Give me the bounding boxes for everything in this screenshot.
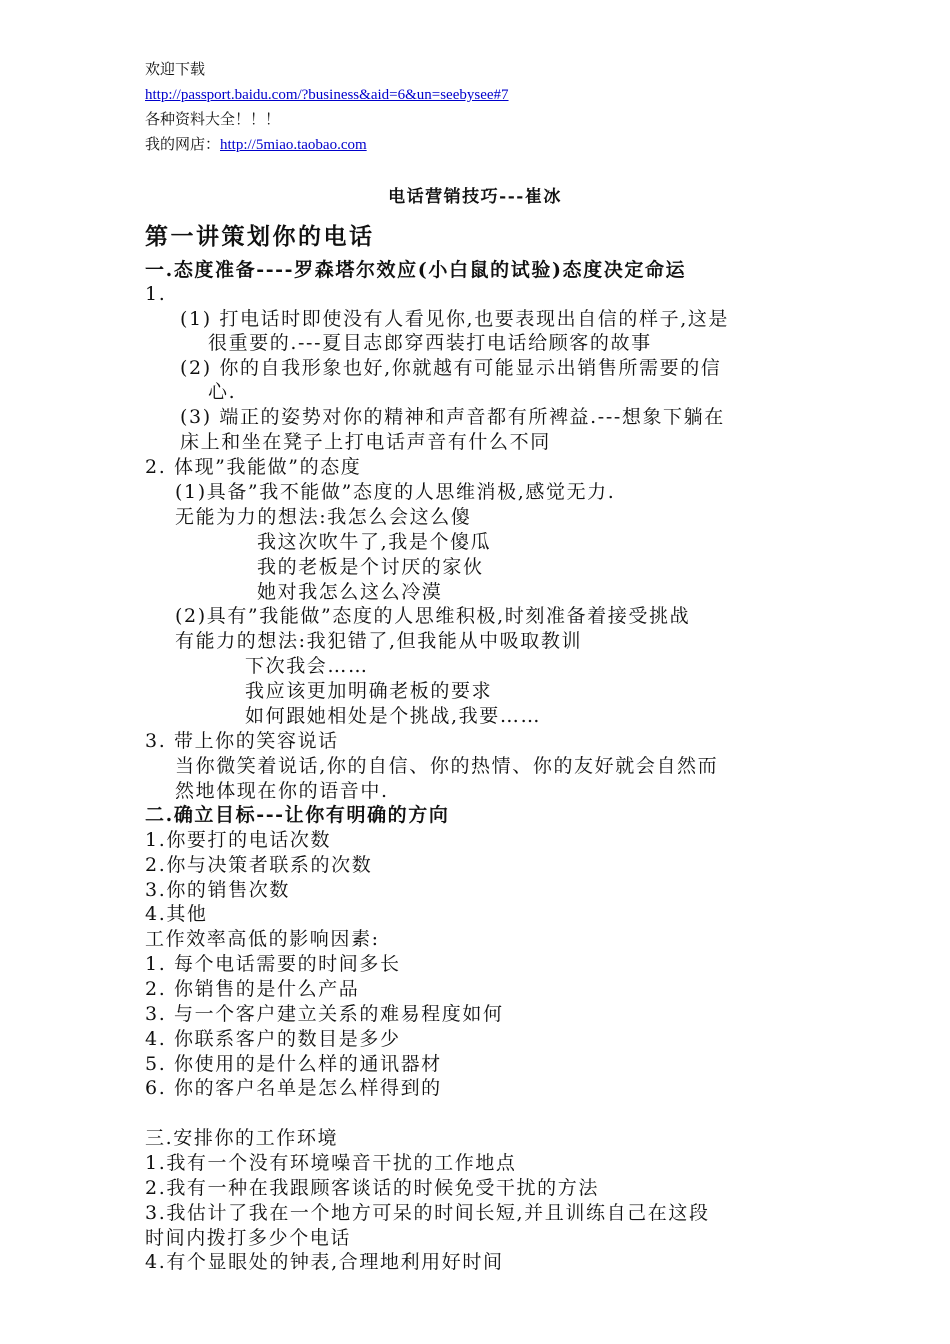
environment-1: 1.我有一个没有环境噪音干扰的工作地点 [145, 1152, 517, 1174]
environment-3-line1: 3.我估计了我在一个地方可呆的时间长短,并且训练自己在这段 [145, 1202, 710, 1224]
factor-2: 2. 你销售的是什么产品 [145, 978, 360, 1000]
section-3-heading: 三.安排你的工作环境 [145, 1127, 339, 1149]
item-1-1-line2: 很重要的.---夏目志郎穿西装打电话给顾客的故事 [208, 332, 652, 354]
taobao-link[interactable]: http://5miao.taobao.com [220, 137, 367, 153]
environment-4: 4.有个显眼处的钟表,合理地利用好时间 [145, 1251, 504, 1273]
section-1-heading: 一.态度准备----罗森塔尔效应(小白鼠的试验)态度决定命运 [145, 259, 687, 281]
doc-title: 电话营销技巧---崔冰 [388, 187, 562, 207]
welcome-text: 欢迎下载 [145, 62, 206, 78]
item-2-2: (2)具有”我能做”态度的人思维积极,时刻准备着接受挑战 [175, 605, 691, 627]
efficiency-factors-heading: 工作效率高低的影响因素: [145, 928, 380, 950]
factor-6: 6. 你的客户名单是怎么样得到的 [145, 1077, 442, 1099]
item-2-1: (1)具备”我不能做”态度的人思维消极,感觉无力. [175, 481, 616, 503]
item-2-heading: 2. 体现”我能做”的态度 [145, 456, 362, 478]
helpless-thought-3: 我的老板是个讨厌的家伙 [257, 556, 484, 578]
shop-row [145, 135, 367, 155]
factor-3: 3. 与一个客户建立关系的难易程度如何 [145, 1003, 504, 1025]
item-1-number: 1. [145, 283, 167, 305]
baidu-link[interactable]: http://passport.baidu.com/?business&aid=6&un=seebysee#7 [145, 87, 509, 103]
item-3-heading: 3. 带上你的笑容说话 [145, 730, 339, 752]
factor-5: 5. 你使用的是什么样的通讯器材 [145, 1053, 442, 1075]
helpless-thought-4: 她对我怎么这么冷漠 [257, 581, 443, 603]
header-link-row [145, 85, 509, 105]
item-1-2-line2: 心. [208, 381, 237, 403]
environment-3-line2: 时间内拨打多少个电话 [145, 1227, 352, 1249]
goal-3: 3.你的销售次数 [145, 879, 290, 901]
capable-thought-1: 有能力的想法:我犯错了,但我能从中吸取教训 [175, 630, 583, 652]
item-3-line1: 当你微笑着说话,你的自信、你的热情、你的友好就会自然而 [175, 755, 719, 777]
lecture-heading: 第一讲策划你的电话 [145, 223, 375, 250]
capable-thought-2: 下次我会…… [245, 655, 369, 677]
capable-thought-4: 如何跟她相处是个挑战,我要…… [245, 705, 542, 727]
factor-4: 4. 你联系客户的数目是多少 [145, 1028, 401, 1050]
item-1-3-line1: (3) 端正的姿势对你的精神和声音都有所裨益.---想象下躺在 [180, 406, 725, 428]
item-1-1-line1: (1) 打电话时即使没有人看见你,也要表现出自信的样子,这是 [180, 308, 730, 330]
item-3-line2: 然地体现在你的语音中. [175, 780, 389, 802]
capable-thought-3: 我应该更加明确老板的要求 [245, 680, 493, 702]
helpless-thought-2: 我这次吹牛了,我是个傻瓜 [257, 531, 492, 553]
helpless-thought-1: 无能为力的想法:我怎么会这么傻 [175, 506, 472, 528]
materials-text: 各种资料大全！！！ [145, 112, 281, 128]
goal-4: 4.其他 [145, 903, 208, 925]
shop-label: 我的网店： [145, 137, 221, 153]
goal-2: 2.你与决策者联系的次数 [145, 854, 373, 876]
section-2-heading: 二.确立目标---让你有明确的方向 [145, 804, 450, 826]
environment-2: 2.我有一种在我跟顾客谈话的时候免受干扰的方法 [145, 1177, 599, 1199]
factor-1: 1. 每个电话需要的时间多长 [145, 953, 401, 975]
item-1-2-line1: (2) 你的自我形象也好,你就越有可能显示出销售所需要的信 [180, 357, 722, 379]
goal-1: 1.你要打的电话次数 [145, 829, 332, 851]
item-1-3-line2: 床上和坐在凳子上打电话声音有什么不同 [180, 431, 551, 453]
